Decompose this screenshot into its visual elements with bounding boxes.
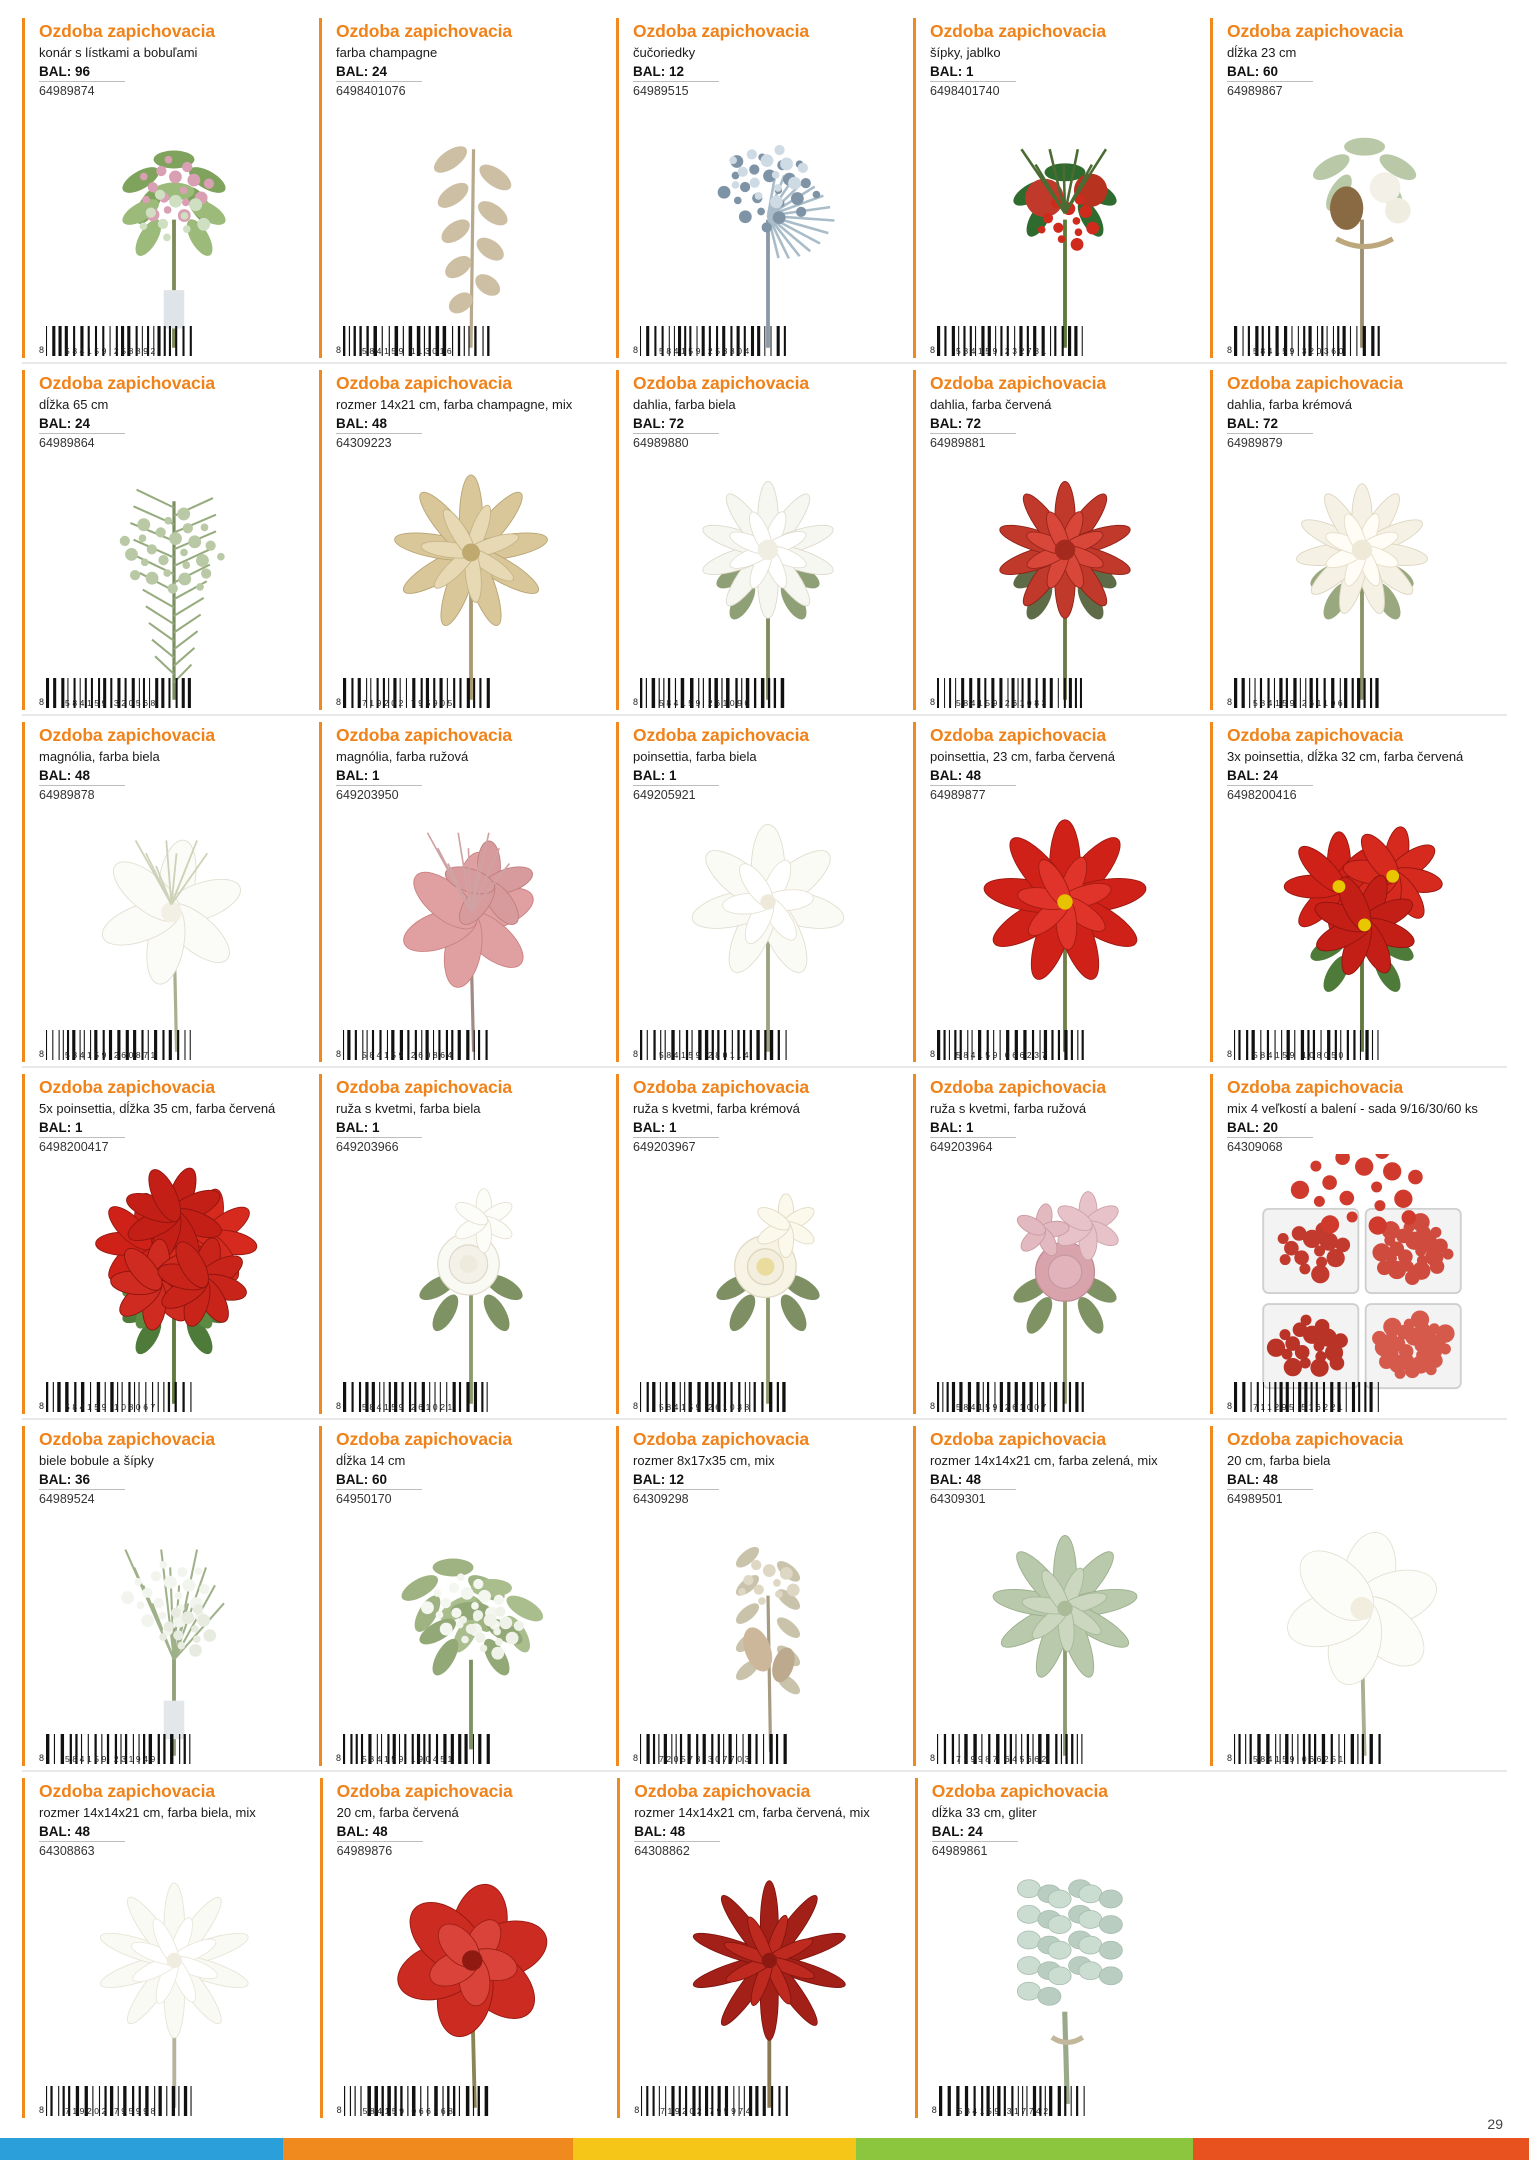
product-card[interactable] [616, 370, 913, 710]
product-description: farba champagne [336, 44, 438, 60]
product-description: ruža s kvetmi, farba krémová [633, 1100, 800, 1116]
product-image [1227, 1154, 1497, 1410]
product-code: 64309298 [633, 1489, 719, 1506]
product-description: ruža s kvetmi, farba biela [336, 1100, 481, 1116]
product-code: 64989877 [930, 785, 1016, 802]
product-card[interactable] [320, 1778, 618, 2118]
barcode-number: 584159 261007 [956, 1402, 1049, 1412]
product-title: Ozdoba zapichovacia [336, 1077, 513, 1097]
product-image [39, 1858, 310, 2114]
barcode-lead-digit: 8 [930, 697, 936, 707]
product-row [22, 1778, 1507, 2122]
product-description: dahlia, farba biela [633, 396, 736, 412]
product-card[interactable] [22, 18, 319, 358]
product-code: 64989864 [39, 433, 125, 450]
product-pack-quantity: BAL: 48 [634, 1823, 686, 1839]
product-barcode [932, 2082, 1091, 2116]
empty-cell [1212, 1778, 1507, 2118]
product-image [336, 1506, 606, 1762]
barcode-number: 584159 261021 [362, 1402, 455, 1412]
barcode-number: 584159 261090 [659, 698, 752, 708]
product-image [930, 1154, 1200, 1410]
product-title: Ozdoba zapichovacia [39, 21, 216, 41]
barcode-lead-digit: 8 [336, 697, 342, 707]
product-card[interactable] [319, 722, 616, 1062]
product-pack-quantity: BAL: 72 [1227, 415, 1279, 431]
barcode-number: 720573 307703 [659, 1754, 752, 1764]
product-title: Ozdoba zapichovacia [336, 1781, 513, 1801]
product-card[interactable] [22, 722, 319, 1062]
product-description: dahlia, farba krémová [1227, 396, 1353, 412]
product-pack-quantity: BAL: 12 [633, 1471, 685, 1487]
product-title: Ozdoba zapichovacia [1227, 21, 1404, 41]
product-code: 6498200417 [39, 1137, 125, 1154]
product-pack-quantity: BAL: 72 [633, 415, 685, 431]
product-image [39, 1506, 309, 1762]
product-code: 64950170 [336, 1489, 422, 1506]
barcode-lead-digit: 8 [39, 2105, 45, 2115]
product-code: 64989880 [633, 433, 719, 450]
product-pack-quantity: BAL: 20 [1227, 1119, 1279, 1135]
barcode-number: 584159 317742 [957, 2106, 1051, 2116]
barcode-lead-digit: 8 [930, 1049, 936, 1059]
product-description: dĺžka 33 cm, gliter [931, 1804, 1037, 1820]
product-description: mix 4 veľkostí a balení - sada 9/16/30/60 ks [1227, 1100, 1478, 1116]
product-barcode [336, 1026, 495, 1060]
product-barcode [39, 2082, 198, 2116]
barcode-number: 584159 261083 [956, 698, 1049, 708]
footer-segment-orange [283, 2138, 574, 2160]
product-card[interactable] [22, 1074, 319, 1414]
product-description: 20 cm, farba biela [1227, 1452, 1331, 1468]
product-image [930, 450, 1200, 706]
product-pack-quantity: BAL: 48 [930, 1471, 982, 1487]
product-barcode [930, 322, 1089, 356]
product-card[interactable] [617, 1778, 915, 2118]
product-code: 64989515 [633, 81, 719, 98]
barcode-lead-digit: 8 [39, 1049, 45, 1059]
barcode-number: 584159 231949 [65, 1754, 158, 1764]
footer-segment-red [1193, 2138, 1529, 2160]
product-barcode [633, 322, 792, 356]
product-image [930, 1506, 1200, 1762]
product-card[interactable] [22, 1778, 320, 2118]
product-pack-quantity: BAL: 1 [633, 1119, 677, 1135]
product-barcode [336, 322, 495, 356]
barcode-number: 584159 108067 [65, 1402, 158, 1412]
product-code: 649203966 [336, 1137, 422, 1154]
product-pack-quantity: BAL: 36 [39, 1471, 91, 1487]
product-barcode [337, 2082, 496, 2116]
product-description: šípky, jablko [930, 44, 1001, 60]
barcode-lead-digit: 8 [336, 345, 342, 355]
product-row [22, 18, 1507, 364]
product-title: Ozdoba zapichovacia [930, 1429, 1107, 1449]
product-card[interactable] [616, 1426, 913, 1766]
product-description: poinsettia, farba biela [633, 748, 757, 764]
product-description: 20 cm, farba červená [336, 1804, 459, 1820]
product-title: Ozdoba zapichovacia [633, 1429, 810, 1449]
product-title: Ozdoba zapichovacia [39, 1781, 216, 1801]
product-image [336, 98, 606, 354]
product-pack-quantity: BAL: 1 [633, 767, 677, 783]
product-code: 649203964 [930, 1137, 1016, 1154]
footer-segment-blue [0, 2138, 283, 2160]
product-image [633, 98, 903, 354]
barcode-lead-digit: 8 [336, 1049, 342, 1059]
product-image [1227, 802, 1497, 1058]
product-title: Ozdoba zapichovacia [930, 1077, 1107, 1097]
product-barcode [930, 674, 1089, 708]
barcode-number: 719202 795905 [362, 698, 455, 708]
barcode-lead-digit: 8 [336, 1401, 342, 1411]
product-image [39, 450, 309, 706]
barcode-lead-digit: 8 [39, 1401, 45, 1411]
product-code: 64989876 [337, 1841, 423, 1858]
product-barcode [336, 1378, 495, 1412]
product-pack-quantity: BAL: 1 [39, 1119, 83, 1135]
product-title: Ozdoba zapichovacia [633, 373, 810, 393]
product-image [633, 1154, 903, 1410]
barcode-number: 711295 516221 [1253, 1402, 1346, 1412]
barcode-lead-digit: 8 [930, 1401, 936, 1411]
product-row [22, 370, 1507, 716]
product-barcode [1227, 1730, 1386, 1764]
barcode-lead-digit: 8 [930, 1753, 936, 1763]
product-barcode [1227, 674, 1386, 708]
product-title: Ozdoba zapichovacia [39, 373, 216, 393]
barcode-lead-digit: 8 [1227, 345, 1233, 355]
barcode-number: 584159 261038 [659, 1402, 752, 1412]
product-card[interactable] [913, 18, 1210, 358]
product-code: 6498401740 [930, 81, 1016, 98]
product-description: dĺžka 14 cm [336, 1452, 406, 1468]
product-barcode [930, 1730, 1089, 1764]
barcode-lead-digit: 8 [39, 1753, 45, 1763]
product-card[interactable] [22, 370, 319, 710]
product-image [336, 1154, 606, 1410]
product-card[interactable] [319, 1074, 616, 1414]
product-title: Ozdoba zapichovacia [930, 21, 1107, 41]
product-code: 649203950 [336, 785, 422, 802]
product-image [39, 1154, 309, 1410]
product-card[interactable] [22, 1426, 319, 1766]
product-card[interactable] [319, 370, 616, 710]
product-image [930, 802, 1200, 1058]
barcode-number: 584159 320568 [65, 698, 158, 708]
product-description: rozmer 14x14x21 cm, farba biela, mix [39, 1804, 256, 1820]
barcode-number: 584159 113016 [362, 346, 455, 356]
product-image [1227, 1506, 1497, 1762]
product-pack-quantity: BAL: 48 [336, 415, 388, 431]
product-code: 6498200416 [1227, 785, 1313, 802]
product-title: Ozdoba zapichovacia [1227, 725, 1404, 745]
barcode-lead-digit: 8 [39, 697, 45, 707]
product-image [1227, 98, 1497, 354]
product-code: 64989867 [1227, 81, 1313, 98]
barcode-lead-digit: 8 [633, 1753, 639, 1763]
footer-segment-green [856, 2138, 1192, 2160]
product-description: magnólia, farba biela [39, 748, 160, 764]
product-title: Ozdoba zapichovacia [633, 21, 810, 41]
product-card[interactable] [1210, 18, 1507, 358]
product-description: čučoriedky [633, 44, 696, 60]
product-title: Ozdoba zapichovacia [633, 725, 810, 745]
product-code: 649205921 [633, 785, 719, 802]
product-code: 64989878 [39, 785, 125, 802]
product-description: rozmer 14x21 cm, farba champagne, mix [336, 396, 573, 412]
product-pack-quantity: BAL: 48 [336, 1823, 388, 1839]
barcode-lead-digit: 8 [633, 1049, 639, 1059]
product-row [22, 1074, 1507, 1420]
product-code: 64309223 [336, 433, 422, 450]
product-title: Ozdoba zapichovacia [633, 1077, 810, 1097]
product-pack-quantity: BAL: 48 [39, 1823, 91, 1839]
barcode-number: 584159 066237 [956, 1050, 1049, 1060]
product-image [633, 802, 903, 1058]
product-image [634, 1858, 905, 2114]
barcode-number: 719202 795998 [65, 2106, 158, 2116]
page-number: 29 [1487, 2116, 1503, 2132]
product-code: 64309301 [930, 1489, 1016, 1506]
barcode-lead-digit: 8 [1227, 1753, 1233, 1763]
product-barcode [39, 322, 198, 356]
product-card[interactable] [1210, 1426, 1507, 1766]
product-description: konár s lístkami a bobuľami [39, 44, 198, 60]
barcode-number: 584159 258892 [65, 346, 158, 356]
product-barcode [39, 1026, 198, 1060]
product-title: Ozdoba zapichovacia [336, 1429, 513, 1449]
barcode-number: 584159 108050 [1253, 1050, 1346, 1060]
product-card[interactable] [913, 722, 1210, 1062]
barcode-number: 584159 260871 [65, 1050, 158, 1060]
product-code: 64989861 [932, 1841, 1018, 1858]
barcode-number: 584159 066268 [362, 2106, 456, 2116]
product-title: Ozdoba zapichovacia [336, 373, 513, 393]
product-title: Ozdoba zapichovacia [1227, 1429, 1404, 1449]
product-pack-quantity: BAL: 24 [39, 415, 91, 431]
product-card[interactable] [616, 1074, 913, 1414]
product-image [39, 802, 309, 1058]
product-description: 5x poinsettia, dĺžka 35 cm, farba červená [39, 1100, 276, 1116]
barcode-lead-digit: 8 [1227, 1401, 1233, 1411]
product-barcode [633, 1730, 792, 1764]
barcode-number: 719202 795974 [660, 2106, 754, 2116]
product-card[interactable] [913, 1426, 1210, 1766]
product-title: Ozdoba zapichovacia [1227, 373, 1404, 393]
product-title: Ozdoba zapichovacia [634, 1781, 811, 1801]
product-title: Ozdoba zapichovacia [931, 1781, 1108, 1801]
product-description: biele bobule a šípky [39, 1452, 154, 1468]
product-barcode [1227, 1378, 1386, 1412]
barcode-number: 584159 320360 [1253, 346, 1346, 356]
product-card[interactable] [1210, 722, 1507, 1062]
product-image [39, 98, 309, 354]
product-image [337, 1858, 608, 2114]
product-barcode [39, 674, 198, 708]
product-barcode [1227, 322, 1386, 356]
product-pack-quantity: BAL: 1 [336, 1119, 380, 1135]
product-barcode [39, 1378, 198, 1412]
product-description: rozmer 14x14x21 cm, farba zelená, mix [930, 1452, 1158, 1468]
barcode-lead-digit: 8 [1227, 1049, 1233, 1059]
product-description: rozmer 14x14x21 cm, farba červená, mix [634, 1804, 870, 1820]
barcode-lead-digit: 8 [931, 2105, 937, 2115]
product-card[interactable] [1210, 370, 1507, 710]
barcode-number: 584159 280114 [659, 1050, 752, 1060]
footer-segment-yellow [573, 2138, 856, 2160]
product-pack-quantity: BAL: 48 [39, 767, 91, 783]
product-description: dĺžka 65 cm [39, 396, 109, 412]
product-code: 64989524 [39, 1489, 125, 1506]
product-pack-quantity: BAL: 60 [1227, 63, 1279, 79]
barcode-lead-digit: 8 [336, 2105, 342, 2115]
product-barcode [930, 1378, 1089, 1412]
product-title: Ozdoba zapichovacia [336, 725, 513, 745]
barcode-number: 584159 258304 [659, 346, 752, 356]
product-card[interactable] [616, 722, 913, 1062]
product-image [336, 802, 606, 1058]
product-pack-quantity: BAL: 48 [930, 767, 982, 783]
product-title: Ozdoba zapichovacia [336, 21, 513, 41]
product-code: 649203967 [633, 1137, 719, 1154]
barcode-lead-digit: 8 [930, 345, 936, 355]
product-code: 64308863 [39, 1841, 125, 1858]
product-description: poinsettia, 23 cm, farba červená [930, 748, 1115, 764]
barcode-number: 584159 232731 [956, 346, 1049, 356]
barcode-lead-digit: 8 [633, 1401, 639, 1411]
product-barcode [633, 674, 792, 708]
barcode-number: 719987 645662 [956, 1754, 1049, 1764]
product-pack-quantity: BAL: 60 [336, 1471, 388, 1487]
footer-color-bar [0, 2138, 1529, 2160]
product-card[interactable] [915, 1778, 1213, 2118]
product-card[interactable] [319, 18, 616, 358]
barcode-lead-digit: 8 [634, 2105, 640, 2115]
product-barcode [1227, 1026, 1386, 1060]
product-pack-quantity: BAL: 24 [336, 63, 388, 79]
product-title: Ozdoba zapichovacia [930, 373, 1107, 393]
product-pack-quantity: BAL: 96 [39, 63, 91, 79]
product-description: dahlia, farba červená [930, 396, 1052, 412]
product-code: 64989874 [39, 81, 125, 98]
barcode-number: 584159 260864 [362, 1050, 455, 1060]
product-pack-quantity: BAL: 12 [633, 63, 685, 79]
product-description: rozmer 8x17x35 cm, mix [633, 1452, 775, 1468]
product-description: dĺžka 23 cm [1227, 44, 1297, 60]
product-image [633, 1506, 903, 1762]
product-title: Ozdoba zapichovacia [930, 725, 1107, 745]
product-title: Ozdoba zapichovacia [1227, 1077, 1404, 1097]
product-image [932, 1858, 1203, 2114]
product-barcode [336, 674, 495, 708]
product-code: 64989879 [1227, 433, 1313, 450]
product-code: 6498401076 [336, 81, 422, 98]
product-row [22, 722, 1507, 1068]
product-image [336, 450, 606, 706]
product-code: 64309068 [1227, 1137, 1313, 1154]
product-barcode [39, 1730, 198, 1764]
product-pack-quantity: BAL: 24 [1227, 767, 1279, 783]
product-pack-quantity: BAL: 72 [930, 415, 982, 431]
product-card[interactable] [616, 18, 913, 358]
product-title: Ozdoba zapichovacia [39, 1429, 216, 1449]
product-code: 64989501 [1227, 1489, 1313, 1506]
barcode-lead-digit: 8 [1227, 697, 1233, 707]
product-barcode [336, 1730, 495, 1764]
product-pack-quantity: BAL: 24 [931, 1823, 983, 1839]
product-barcode [930, 1026, 1089, 1060]
product-card[interactable] [913, 1074, 1210, 1414]
barcode-number: 584159 261106 [1253, 698, 1346, 708]
product-card[interactable] [319, 1426, 616, 1766]
product-description: 3x poinsettia, dĺžka 32 cm, farba červená [1227, 748, 1464, 764]
product-pack-quantity: BAL: 1 [930, 1119, 974, 1135]
product-code: 64989881 [930, 433, 1016, 450]
product-image [1227, 450, 1497, 706]
product-row [22, 1426, 1507, 1772]
product-image [930, 98, 1200, 354]
product-description: magnólia, farba ružová [336, 748, 469, 764]
product-code: 64308862 [634, 1841, 720, 1858]
product-barcode [633, 1026, 792, 1060]
product-title: Ozdoba zapichovacia [39, 725, 216, 745]
product-card[interactable] [1210, 1074, 1507, 1414]
barcode-lead-digit: 8 [633, 345, 639, 355]
product-description: ruža s kvetmi, farba ružová [930, 1100, 1087, 1116]
product-pack-quantity: BAL: 1 [336, 767, 380, 783]
product-image [633, 450, 903, 706]
product-title: Ozdoba zapichovacia [39, 1077, 216, 1097]
product-barcode [634, 2082, 793, 2116]
product-pack-quantity: BAL: 48 [1227, 1471, 1279, 1487]
product-card[interactable] [913, 370, 1210, 710]
barcode-lead-digit: 8 [336, 1753, 342, 1763]
barcode-number: 584159 066251 [1253, 1754, 1346, 1764]
product-barcode [633, 1378, 792, 1412]
barcode-lead-digit: 8 [633, 697, 639, 707]
barcode-number: 584159 190451 [362, 1754, 455, 1764]
product-pack-quantity: BAL: 1 [930, 63, 974, 79]
barcode-lead-digit: 8 [39, 345, 45, 355]
